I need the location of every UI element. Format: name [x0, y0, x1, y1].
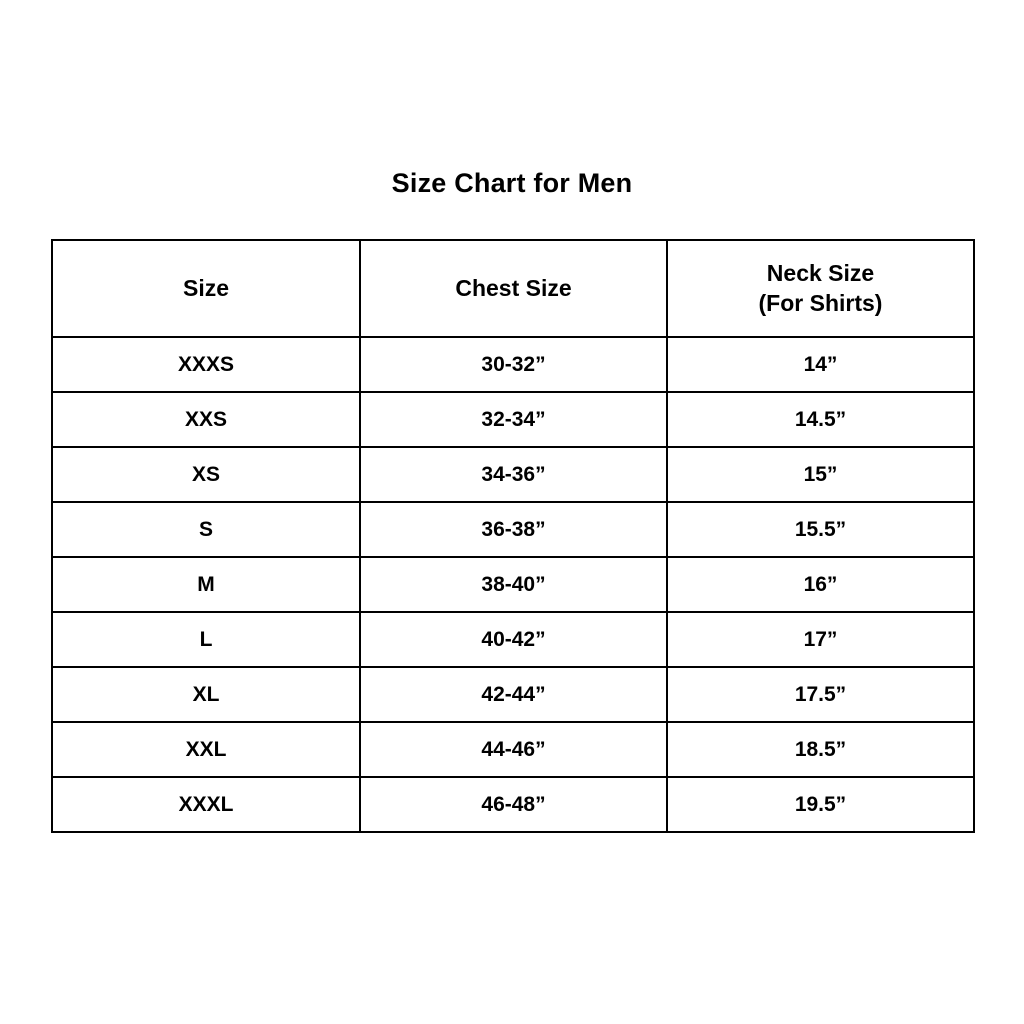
cell-neck: 15.5”	[667, 502, 974, 557]
table-row	[52, 557, 974, 612]
cell-neck: 18.5”	[667, 722, 974, 777]
cell-chest: 46-48”	[360, 777, 667, 832]
column-header-neck-label: Neck Size	[766, 260, 875, 287]
cell-chest: 34-36”	[360, 447, 667, 502]
cell-chest: 42-44”	[360, 667, 667, 722]
table-row	[52, 392, 974, 447]
cell-size: XXXL	[52, 777, 360, 832]
cell-size: XXXS	[52, 337, 360, 392]
cell-neck: 17”	[667, 612, 974, 667]
column-header-chest-label: Chest Size	[455, 274, 572, 301]
table-row	[52, 612, 974, 667]
cell-chest: 30-32”	[360, 337, 667, 392]
table-body	[52, 337, 974, 832]
cell-size: L	[52, 612, 360, 667]
size-chart-table-wrapper	[51, 239, 973, 833]
table-row	[52, 777, 974, 832]
cell-neck: 14.5”	[667, 392, 974, 447]
table-row	[52, 337, 974, 392]
cell-size: XL	[52, 667, 360, 722]
cell-size: XXS	[52, 392, 360, 447]
table-row	[52, 502, 974, 557]
column-header-neck-sublabel: (For Shirts)	[758, 289, 883, 316]
cell-size: M	[52, 557, 360, 612]
size-chart-table	[51, 239, 975, 833]
cell-chest: 40-42”	[360, 612, 667, 667]
column-header-chest	[360, 240, 667, 337]
column-header-size-label: Size	[182, 274, 230, 301]
table-header-row	[52, 240, 974, 337]
cell-size: XS	[52, 447, 360, 502]
table-row	[52, 722, 974, 777]
cell-neck: 14”	[667, 337, 974, 392]
table-row	[52, 447, 974, 502]
cell-chest: 36-38”	[360, 502, 667, 557]
page-title: Size Chart for Men	[391, 168, 633, 198]
table-header	[52, 240, 974, 337]
cell-chest: 32-34”	[360, 392, 667, 447]
cell-neck: 17.5”	[667, 667, 974, 722]
cell-neck: 19.5”	[667, 777, 974, 832]
column-header-neck	[667, 240, 974, 337]
cell-neck: 16”	[667, 557, 974, 612]
cell-chest: 38-40”	[360, 557, 667, 612]
cell-chest: 44-46”	[360, 722, 667, 777]
column-header-size	[52, 240, 360, 337]
cell-size: XXL	[52, 722, 360, 777]
cell-neck: 15”	[667, 447, 974, 502]
cell-size: S	[52, 502, 360, 557]
table-row	[52, 667, 974, 722]
